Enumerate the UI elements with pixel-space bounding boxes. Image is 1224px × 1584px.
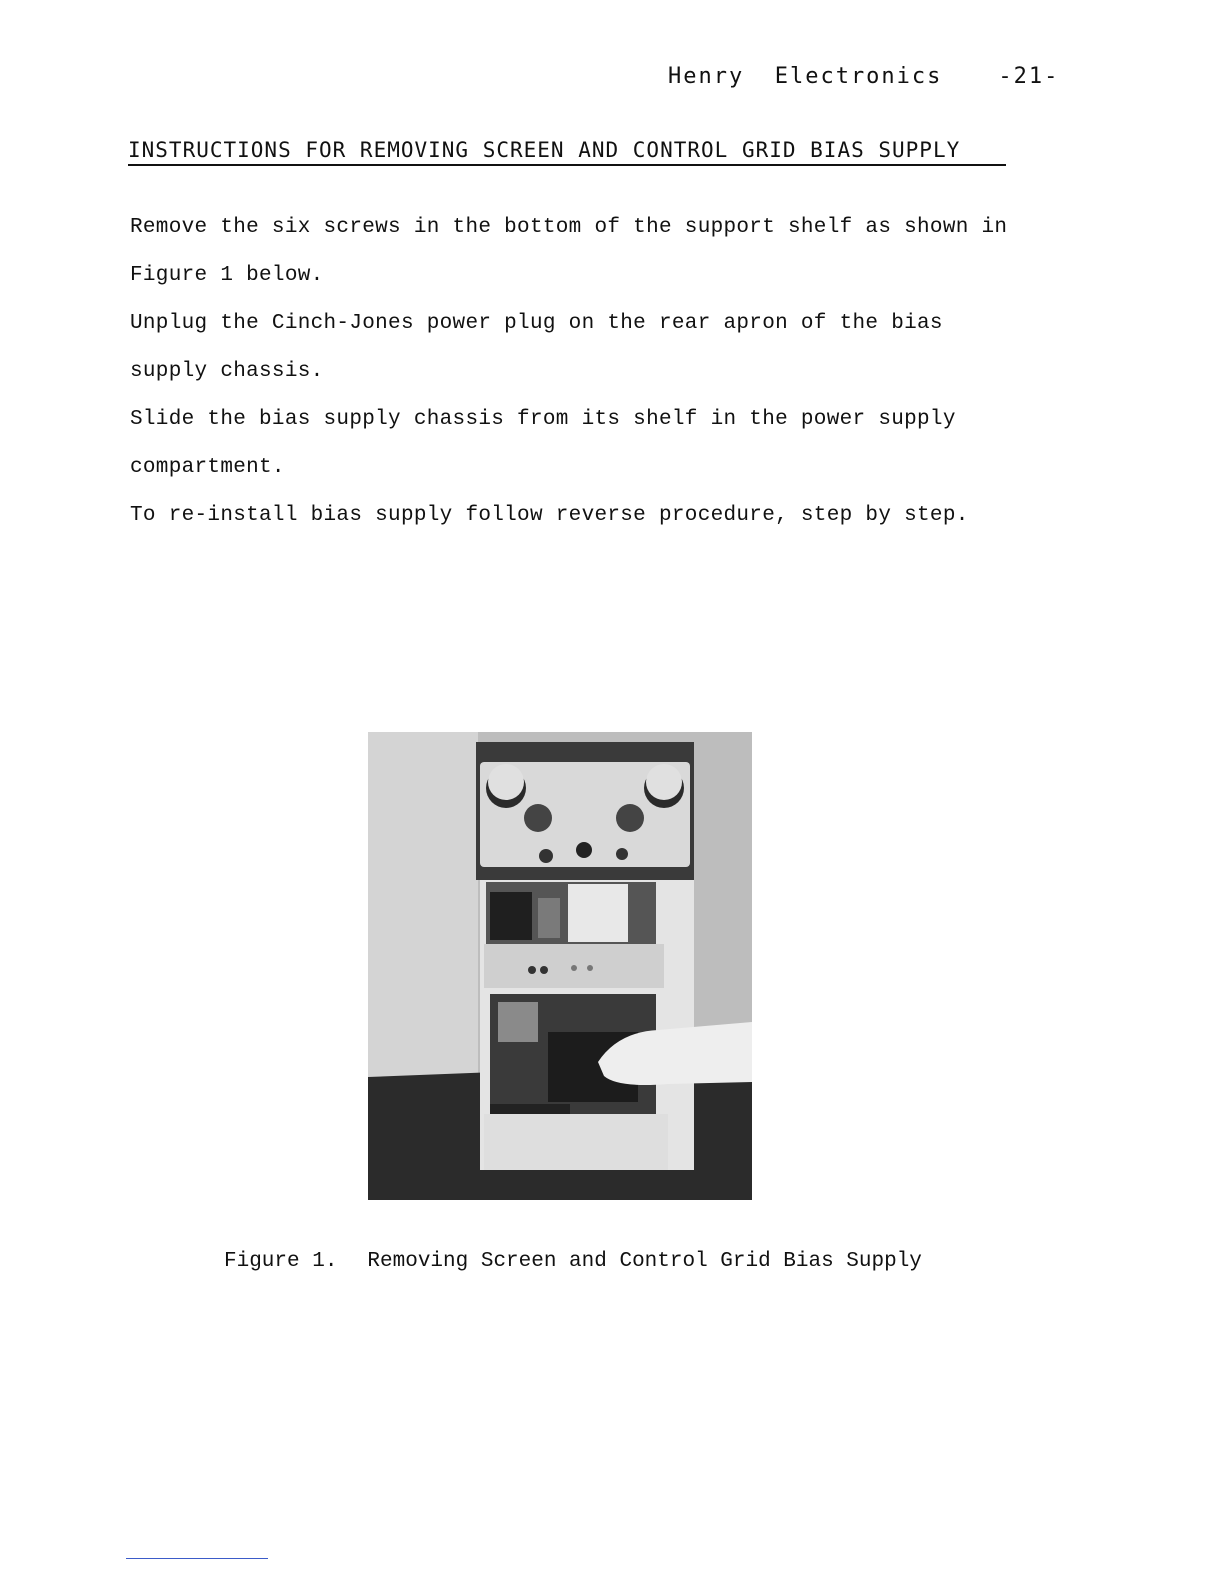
- figure-description: Removing Screen and Control Grid Bias Supply: [367, 1250, 922, 1273]
- figure-photo: [368, 732, 752, 1200]
- instruction-step: To re-install bias supply follow reverse procedure, step by step.: [130, 504, 969, 527]
- company-name: Henry Electronics: [668, 64, 943, 89]
- instruction-step: Slide the bias supply chassis from its shelf in the power supply compartment.: [130, 408, 956, 479]
- instruction-step: Unplug the Cinch-Jones power plug on the rear apron of the bias supply chassis.: [130, 312, 943, 383]
- footnote-divider: [126, 1558, 268, 1559]
- page-number: -21-: [998, 64, 1060, 89]
- instruction-step: Remove the six screws in the bottom of the support shelf as shown in Figure 1 below.: [130, 216, 1008, 287]
- figure-label: Figure 1.: [224, 1250, 338, 1273]
- figure-caption: [224, 1250, 922, 1273]
- page-header: [668, 64, 1059, 89]
- section-title: INSTRUCTIONS FOR REMOVING SCREEN AND CONTROL GRID BIAS SUPPLY: [128, 138, 1006, 166]
- bias-supply-photo-illustration: [368, 732, 752, 1200]
- instructions-body: [130, 204, 1030, 540]
